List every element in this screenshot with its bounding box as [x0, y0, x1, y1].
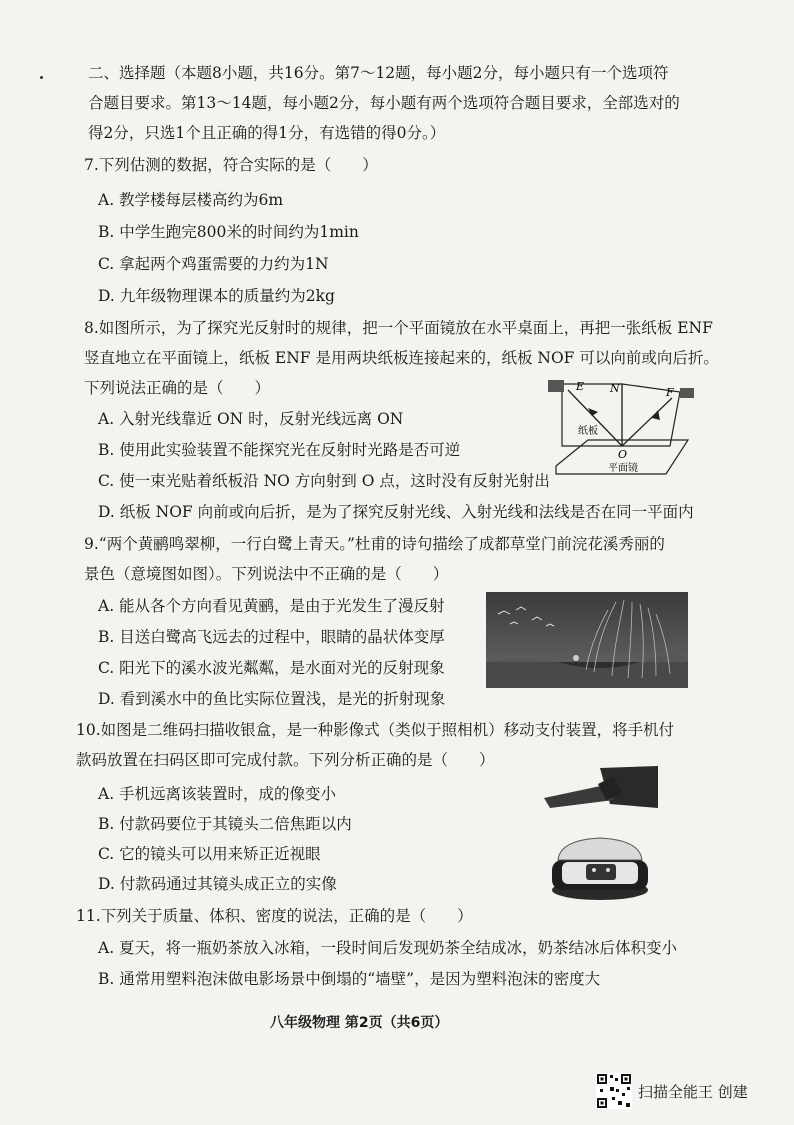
q10-option-d: D. 付款码通过其镜头成正立的实像: [98, 875, 337, 893]
q7-option-c: C. 拿起两个鸡蛋需要的力约为1N: [98, 255, 329, 273]
q9-option-b: B. 目送白鹭高飞远去的过程中，眼睛的晶状体变厚: [98, 628, 445, 646]
phone-and-hand: [544, 766, 658, 808]
q10-stem-line1: 10.如图是二维码扫描收银盒，是一种影像式（类似于照相机）移动支付装置，将手机付: [76, 721, 675, 739]
q9-option-a: A. 能从各个方向看见黄鹂，是由于光发生了漫反射: [98, 597, 445, 615]
q9-stem-line1: 9.“两个黄鹂鸣翠柳，一行白鹭上青天。”杜甫的诗句描绘了成都草堂门前浣花溪秀丽的: [84, 535, 665, 553]
q7-option-a: A. 教学楼每层楼高约为6m: [98, 191, 284, 209]
label-e: E: [576, 380, 585, 393]
page-footer: 八年级物理 第2页（共6页）: [270, 1015, 449, 1031]
q8-option-a: A. 入射光线靠近 ON 时，反射光线远离 ON: [98, 410, 404, 428]
section-header-line3: 得2分，只选1个且正确的得1分，有选错的得0分。）: [88, 124, 446, 142]
q7-option-b: B. 中学生跑完800米的时间约为1min: [98, 223, 359, 241]
label-f: F: [666, 386, 674, 399]
q8-stem-line2: 竖直地立在平面镜上，纸板 ENF 是用两块纸板连接起来的，纸板 NOF 可以向前或向后折。: [84, 349, 719, 367]
q10-option-c: C. 它的镜头可以用来矫正近视眼: [98, 845, 321, 863]
q8-option-d: D. 纸板 NOF 向前或向后折，是为了探究反射光线、入射光线和法线是否在同一平面内: [98, 503, 694, 521]
section-header-line1: 二、选择题（本题8小题，共16分。第7～12题，每小题2分，每小题只有一个选项符: [88, 64, 669, 82]
q7-stem: 7.下列估测的数据，符合实际的是（ ）: [84, 156, 378, 174]
q10-option-a: A. 手机远离该装置时，成的像变小: [98, 785, 337, 803]
q9-option-d: D. 看到溪水中的鱼比实际位置浅，是光的折射现象: [98, 690, 446, 708]
q11-stem: 11.下列关于质量、体积、密度的说法，正确的是（ ）: [76, 907, 473, 925]
q10-option-b: B. 付款码要位于其镜头二倍焦距以内: [98, 815, 352, 833]
q11-option-b: B. 通常用塑料泡沫做电影场景中倒塌的“墙壁”，是因为塑料泡沫的密度大: [98, 970, 601, 988]
qr-scanner-figure: [540, 764, 660, 904]
q8-option-b: B. 使用此实验装置不能探究光在反射时光路是否可逆: [98, 441, 461, 459]
q11-option-a: A. 夏天，将一瓶奶茶放入冰箱，一段时间后发现奶茶全结成冰，奶茶结冰后体积变小: [98, 939, 678, 957]
scanner-box: [552, 838, 648, 900]
qr-code-icon: [596, 1073, 632, 1109]
reflected-ray: [622, 398, 672, 446]
q9-stem-line2: 景色（意境图如图）。下列说法中不正确的是（ ）: [84, 565, 449, 583]
watermark-text: 扫描全能王 创建: [638, 1083, 748, 1101]
oriole: [573, 655, 579, 661]
label-mirror: 平面镜: [608, 463, 638, 474]
label-o: O: [618, 448, 628, 461]
q9-option-c: C. 阳光下的溪水波光粼粼，是水面对光的反射现象: [98, 659, 445, 677]
section-header-line2: 合题目要求。第13～14题，每小题2分，每小题有两个选项符合题目要求，全部选对的: [88, 94, 680, 112]
laser-pointer: [548, 380, 564, 392]
speck: [40, 76, 43, 79]
incident-ray: [568, 390, 622, 446]
q8-stem-line3: 下列说法正确的是（ ）: [84, 379, 271, 397]
q8-stem-line1: 8.如图所示，为了探究光反射时的规律，把一个平面镜放在水平桌面上，再把一张纸板 ENF: [84, 319, 713, 337]
reflection-apparatus-figure: [548, 374, 696, 482]
q8-option-c: C. 使一束光贴着纸板沿 NO 方向射到 O 点，这时没有反射光射出: [98, 472, 550, 490]
laser-receiver: [680, 388, 694, 398]
q10-stem-line2: 款码放置在扫码区即可完成付款。下列分析正确的是（ ）: [76, 751, 495, 769]
poem-landscape-image: [486, 592, 688, 688]
q7-option-d: D. 九年级物理课本的质量约为2kg: [98, 287, 335, 305]
scanner-app-watermark: [596, 1073, 776, 1113]
label-n: N: [610, 382, 620, 395]
label-board: 纸板: [578, 426, 598, 437]
